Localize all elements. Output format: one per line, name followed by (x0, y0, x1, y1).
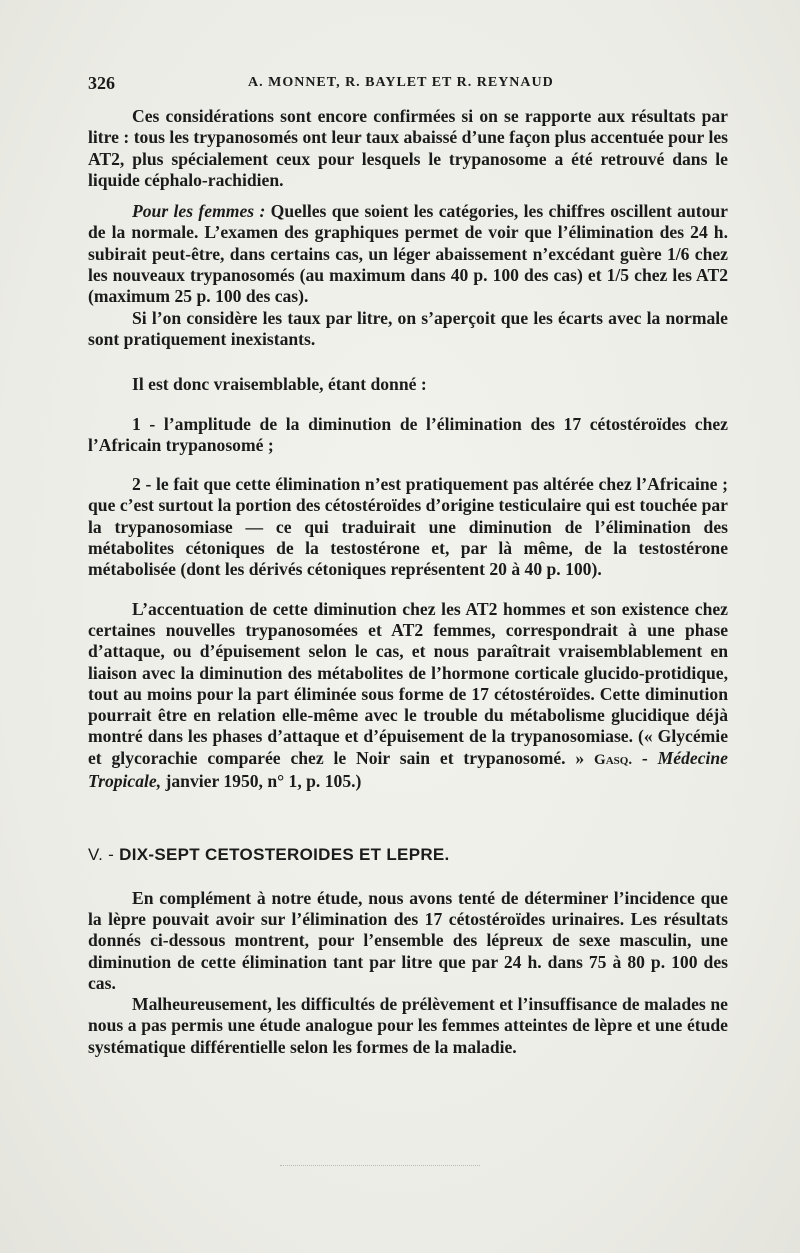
section-heading (88, 844, 728, 865)
paragraph: Ces considérations sont encore confirmées si on se rapporte aux résultats par litre : tous les trypanosomés ont leur taux abaissé d’une façon plus accentuée pour les AT2, plus spécialement ceux pour lesquels le trypanosome a été retrouvé dans le liquide céphalo-rachidien. (88, 106, 728, 190)
paragraph: Il est donc vraisemblable, étant donné : (132, 374, 427, 395)
paragraph-text: Quelles que soient les catégories, les chiffres oscillent autour de la normale. L’examen des graphiques permet de voir que l’élimination des 24 h. subirait peut-être, dans certains cas, un léger abaissement n’excédant guère 1/6 chez les nouveaux trypanosomés (au maximum dans 40 p. 100 des cas) et 1/5 chez les AT2 (maximum 25 p. 100 des cas). (88, 201, 728, 307)
paragraph: En complément à notre étude, nous avons tenté de déterminer l’incidence que la lèpre pouvait avoir sur l’élimination des 17 cétostéroïdes urinaires. Les résultats donnés ci-dessous montrent, pour l’ensemble des lépreux de sexe masculin, une diminution de cette élimination tant par litre que par 24 h. dans 75 à 80 p. 100 des cas. (88, 887, 728, 993)
paragraph (88, 599, 728, 793)
decorative-rule (280, 1165, 480, 1172)
list-item: 1 - l’amplitude de la diminution de l’élimination des 17 cétostéroïdes chez l’Africain trypanosomé ; (88, 413, 728, 455)
paragraph-text: L’accentuation de cette diminution chez les AT2 hommes et son existence chez certaines nouvelles trypanosomées et AT2 femmes, correspondrait à une phase d’attaque, ou d’épuisement selon le cas, et nous paraîtrait vraisemblablement en liaison avec la diminution des métabolites de l’hormone corticale glucido-protidique, tout au moins pour la part éliminée sous forme de 17 cétostéroïdes. Cette diminution pourrait être en relation elle-même avec le trouble du métabolisme glucidique déjà montré dans les phases d’attaque et d’épuisement de la trypanosomiase. (« Glycémie et glycorachie comparée chez le Noir sain et trypanosomé. » (88, 598, 728, 768)
paragraph: Si l’on considère les taux par litre, on s’aperçoit que les écarts avec la normale sont pratiquement inexistants. (88, 307, 728, 349)
citation-journal: Médecine Tropicale, (88, 747, 728, 792)
citation-author: Gasq. (594, 751, 633, 768)
emphasis-lead: Pour les femmes : (132, 201, 266, 222)
page-header (88, 73, 728, 97)
list-item: 2 - le fait que cette élimination n’est pratiquement pas altérée chez l’Africaine ; que c’est surtout la portion des cétostéroïdes d’origine testiculaire qui est touchée par la trypanosomiase — ce qui traduirait une diminution de l’élimination des métabolites cétoniques de la testostérone et, par là même, de la testostérone métabolisée (dont les dérivés cétoniques représentent 20 à 40 p. 100). (88, 474, 728, 580)
paragraph (88, 201, 728, 307)
section-number: V. - (88, 845, 115, 865)
paragraph: Malheureusement, les difficultés de prélèvement et l’insuffisance de malades ne nous a pas permis une étude analogue pour les femmes atteintes de lèpre et une étude systématique différentielle selon les formes de la maladie. (88, 994, 728, 1057)
running-head: A. MONNET, R. BAYLET ET R. REYNAUD (248, 75, 554, 90)
section-title: DIX-SEPT CETOSTEROIDES ET LEPRE. (119, 845, 450, 865)
page-number: 326 (88, 73, 115, 93)
citation-date: janvier 1950, n° 1, p. 105.) (161, 771, 362, 792)
citation-separator: - (632, 747, 658, 768)
body-text (88, 106, 728, 1068)
